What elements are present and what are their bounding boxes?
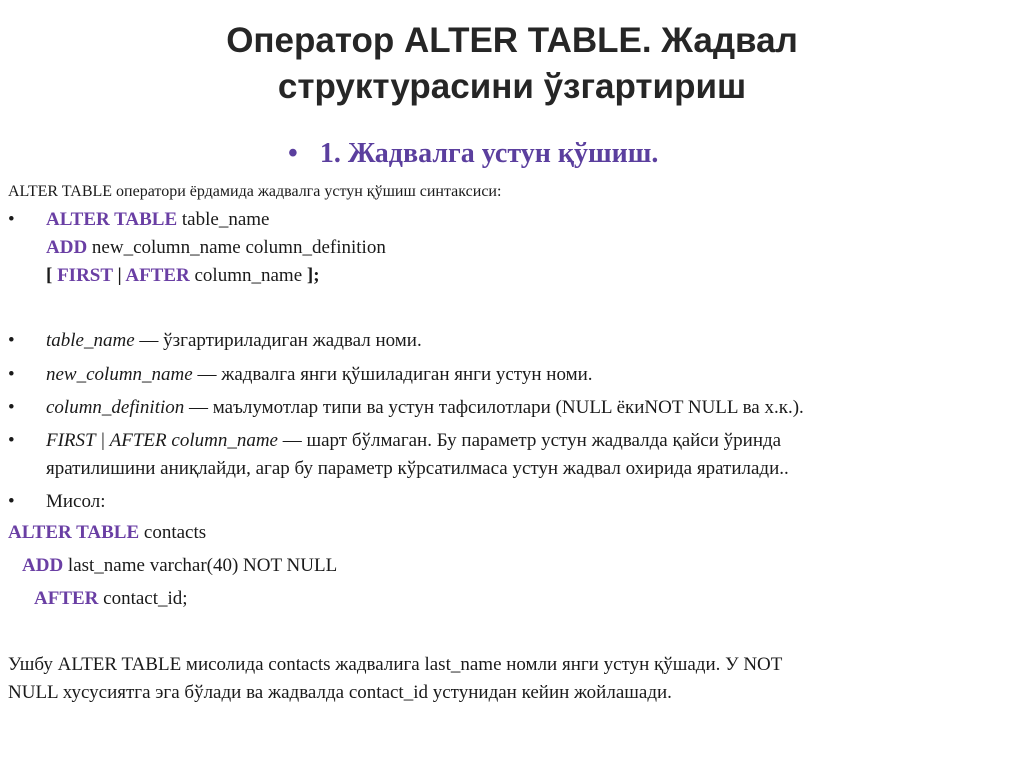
- summary-line-2: NULL хусусиятга эга бўлади ва жадвалда contact_id устунидан кейин жойлашади.: [8, 682, 672, 703]
- keyword-add: ADD: [22, 555, 64, 576]
- bracket-close: ];: [306, 265, 320, 286]
- syntax-line-2: [46, 236, 386, 260]
- section-heading-text: 1. Жадвалга устун қўшиш.: [319, 138, 659, 169]
- param-item: [46, 429, 781, 453]
- slide-title-line-2: структурасини ўзгартириш: [277, 67, 747, 106]
- bullet: •: [8, 330, 15, 351]
- section-heading: [288, 138, 658, 170]
- slide-title-line-1: Оператор ALTER TABLE. Жадвал: [226, 21, 798, 60]
- example-line-2: [22, 554, 337, 578]
- slide-title: [0, 18, 1024, 110]
- syntax-line-3: [46, 264, 320, 288]
- summary-line-1: Ушбу ALTER TABLE мисолида contacts жадвалига last_name номли янги устун қўшади. У NOT: [8, 654, 783, 675]
- example-line-1: [8, 521, 206, 545]
- param-term: table_name: [46, 330, 135, 351]
- keyword-add: ADD: [46, 237, 88, 258]
- param-item: [46, 396, 804, 420]
- keyword-alter-table: ALTER TABLE: [8, 522, 140, 543]
- param-desc: — жадвалга янги қўшиладиган янги устун номи.: [192, 364, 593, 385]
- param-term: FIRST | AFTER column_name: [46, 430, 278, 451]
- bullet: •: [8, 491, 15, 512]
- keyword-after: AFTER: [125, 265, 190, 286]
- syntax-line-1: [46, 208, 269, 232]
- pipe-separator: |: [112, 265, 126, 286]
- param-item: [46, 329, 422, 353]
- bracket-open: [: [46, 265, 58, 286]
- example-column: last_name varchar(40) NOT NULL: [63, 555, 338, 576]
- syntax-table-name: table_name: [177, 209, 270, 230]
- example-after-column: contact_id;: [98, 588, 188, 609]
- intro-text: ALTER TABLE оператори ёрдамида жадвалга устун қўшиш синтаксиси:: [8, 183, 502, 200]
- example-line-3: [34, 587, 188, 611]
- bullet: •: [8, 209, 15, 230]
- syntax-column-def: new_column_name column_definition: [87, 237, 386, 258]
- bullet: •: [8, 397, 15, 418]
- keyword-after: AFTER: [34, 588, 99, 609]
- syntax-column-name: column_name: [189, 265, 307, 286]
- param-desc-continuation: яратилишини аниқлайди, агар бу параметр кўрсатилмаса устун жадвал охирида яратилади..: [46, 458, 789, 479]
- keyword-first: FIRST: [57, 265, 113, 286]
- example-label: Мисол:: [46, 491, 106, 512]
- bullet: •: [8, 430, 15, 451]
- bullet: •: [288, 138, 298, 169]
- param-desc: — маълумотлар типи ва устун тафсилотлари (NULL ёкиNOT NULL ва х.к.).: [184, 397, 804, 418]
- param-term: column_definition: [46, 397, 185, 418]
- param-term: new_column_name: [46, 364, 193, 385]
- keyword-alter-table: ALTER TABLE: [46, 209, 178, 230]
- example-table: contacts: [139, 522, 207, 543]
- param-desc: — шарт бўлмаган. Бу параметр устун жадвалда қайси ўринда: [277, 430, 782, 451]
- param-item: [46, 363, 593, 387]
- param-desc: — ўзгартириладиган жадвал номи.: [134, 330, 422, 351]
- bullet: •: [8, 364, 15, 385]
